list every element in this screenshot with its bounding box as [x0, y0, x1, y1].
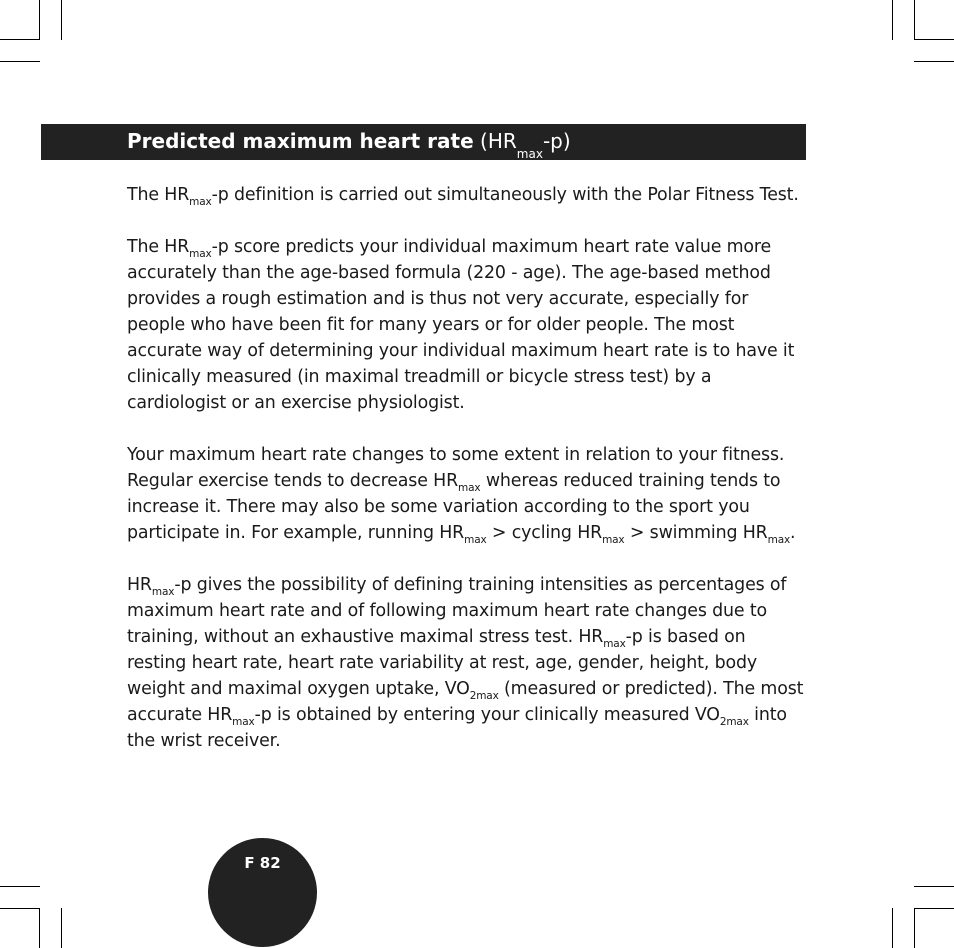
text-run: The HR — [127, 237, 190, 257]
subscript: max — [232, 716, 255, 728]
subscript: 2max — [719, 716, 749, 728]
crop-mark — [61, 908, 62, 948]
paragraph-2 — [127, 234, 809, 416]
text-run: > cycling HR — [486, 523, 603, 543]
section-title-sub: max — [516, 147, 543, 161]
crop-mark — [914, 886, 954, 887]
crop-mark — [914, 61, 954, 62]
section-title — [127, 127, 571, 161]
crop-mark — [39, 908, 40, 948]
page-number-badge — [208, 838, 317, 947]
text-run: whereas reduced training tends to increase it. There may also be some variation according to the sport you participate in. For example, running HR — [127, 471, 781, 543]
text-run: . — [790, 523, 796, 543]
text-run: -p score predicts your individual maximum heart rate value more accurately than the age-based formula (220 - age). The age-based method provides a rough estimation and is thus not very accurate, especially for people who have been fit for many years or for older people. The most accurate way of determining your individual maximum heart rate is to have it clinically measured (in maximal treadmill or bicycle stress test) by a cardiologist or an exercise physiologist. — [127, 237, 795, 413]
crop-mark — [0, 886, 40, 887]
crop-mark — [39, 0, 40, 40]
crop-mark — [0, 61, 40, 62]
subscript: max — [189, 248, 212, 260]
text-run: The HR — [127, 185, 190, 205]
subscript: max — [189, 196, 212, 208]
text-run: > swimming HR — [624, 523, 768, 543]
crop-mark — [914, 39, 954, 40]
text-run: HR — [127, 575, 152, 595]
text-run: Your maximum heart rate changes to some extent in relation to your fitness. Regular exercise tends to decrease HR — [127, 445, 785, 491]
text-run: -p is obtained by entering your clinically measured VO — [254, 705, 720, 725]
crop-mark — [914, 908, 915, 948]
subscript: 2max — [469, 690, 499, 702]
text-run: -p gives the possibility of defining training intensities as percentages of maximum heart rate and of following maximum heart rate changes due to training, without an exhaustive maximal stress test. HR — [127, 575, 787, 647]
crop-mark — [61, 0, 62, 40]
text-run: (measured or predicted). The most accurate HR — [127, 679, 804, 725]
crop-mark — [914, 0, 915, 40]
section-title-post: -p) — [542, 129, 571, 153]
paragraph-3 — [127, 442, 809, 546]
subscript: max — [603, 638, 626, 650]
subscript: max — [602, 534, 625, 546]
text-run: -p definition is carried out simultaneously with the Polar Fitness Test. — [211, 185, 799, 205]
section-title-pre: (HR — [480, 129, 517, 153]
subscript: max — [458, 482, 481, 494]
crop-mark — [892, 0, 893, 40]
crop-mark — [0, 908, 40, 909]
text-run: -p is based on resting heart rate, heart rate variability at rest, age, gender, height, body weight and maximal oxygen uptake, VO — [127, 627, 758, 699]
paragraph-1 — [127, 182, 809, 208]
crop-mark — [0, 39, 40, 40]
section-header-bar — [41, 124, 806, 160]
subscript: max — [767, 534, 791, 546]
crop-mark — [892, 908, 893, 948]
section-title-bold: Predicted maximum heart rate — [127, 129, 474, 153]
subscript: max — [464, 534, 487, 546]
paragraph-4 — [127, 572, 809, 754]
crop-mark — [914, 908, 954, 909]
page-number: F 82 — [244, 854, 281, 872]
body-text — [127, 182, 809, 780]
subscript: max — [151, 586, 175, 598]
text-run: into the wrist receiver. — [127, 705, 787, 751]
